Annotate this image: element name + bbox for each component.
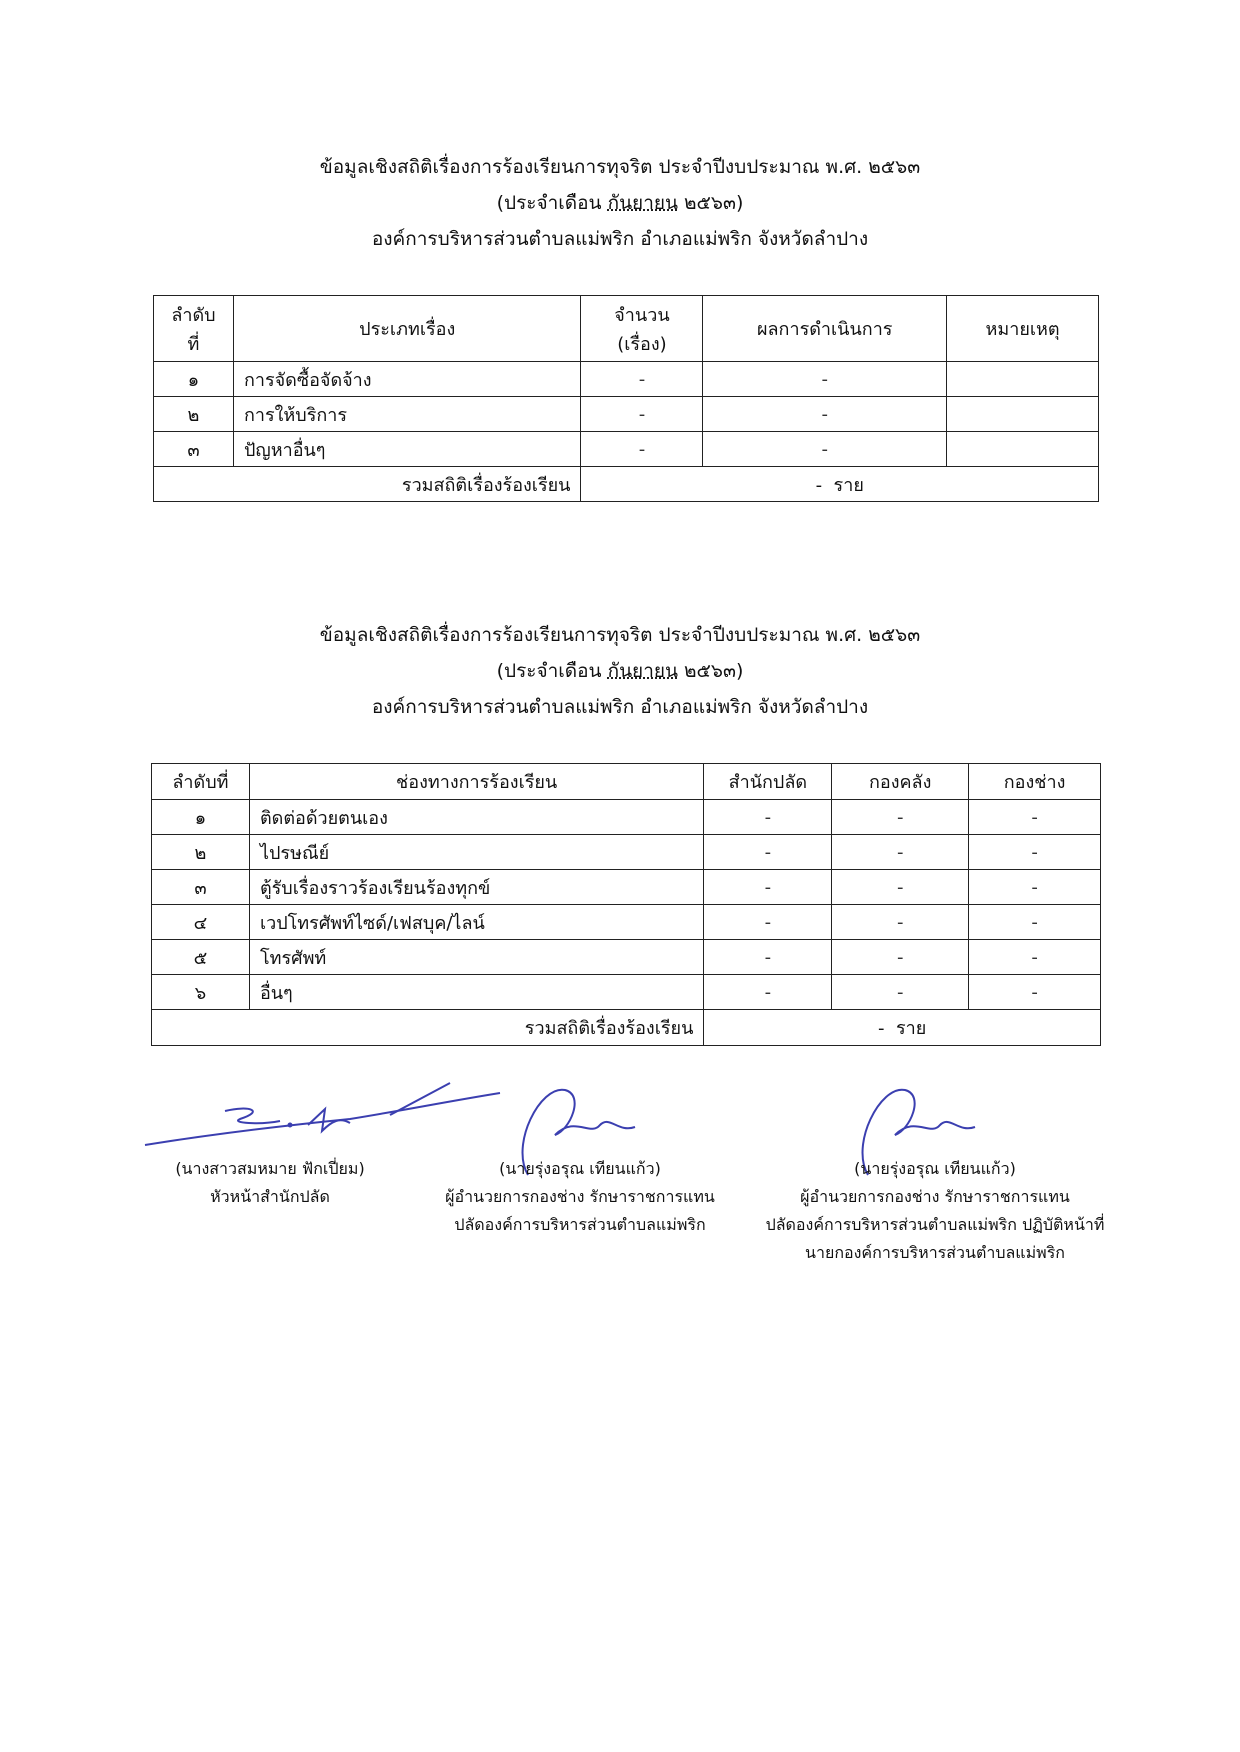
signatory-3-position-2: ปลัดองค์การบริหารส่วนตำบลแม่พริก ปฏิบัติหน้าที่: [765, 1215, 1105, 1234]
report1-header-result: ผลการดำเนินการ: [703, 296, 947, 362]
table-row: ๒ การให้บริการ - -: [154, 397, 1099, 432]
table-row: ๓ ปัญหาอื่นๆ - -: [154, 432, 1099, 467]
report1-organization: องค์การบริหารส่วนตำบลแม่พริก อำเภอแม่พริก จังหวัดลำปาง: [371, 228, 869, 250]
signatory-3-position-3: นายกองค์การบริหารส่วนตำบลแม่พริก: [805, 1243, 1065, 1262]
report2-total-label: รวมสถิติเรื่องร้องเรียน: [152, 1010, 704, 1046]
report1-header-remark: หมายเหตุ: [947, 296, 1099, 362]
report2-header-no: ลำดับที่: [152, 764, 250, 800]
signature-1-image: [140, 1075, 510, 1155]
report1-header-count: จำนวน (เรื่อง): [581, 296, 703, 362]
table-row: ๕ โทรศัพท์ - - -: [152, 940, 1101, 975]
signatory-1-position: หัวหน้าสำนักปลัด: [210, 1187, 330, 1206]
report1-total-row: [154, 467, 1099, 502]
table-row: ๒ ไปรษณีย์ - - -: [152, 835, 1101, 870]
report1-title: ข้อมูลเชิงสถิติเรื่องการร้องเรียนการทุจริต ประจำปีงบประมาณ พ.ศ. ๒๕๖๓: [319, 156, 921, 178]
report2-header-channel: ช่องทางการร้องเรียน: [249, 764, 703, 800]
table-row: ๖ อื่นๆ - - -: [152, 975, 1101, 1010]
report1-month-line: (ประจำเดือน กันยายน ๒๕๖๓): [496, 192, 744, 214]
signatory-3-position: ผู้อำนวยการกองช่าง รักษาราชการแทน: [800, 1187, 1070, 1206]
report1-heading: [0, 152, 1240, 254]
signatory-2-position: ผู้อำนวยการกองช่าง รักษาราชการแทน: [445, 1187, 715, 1206]
table-row: ๑ การจัดซื้อจัดจ้าง - -: [154, 362, 1099, 397]
table-row: ๑ ติดต่อด้วยตนเอง - - -: [152, 800, 1101, 835]
report1-header-type: ประเภทเรื่อง: [233, 296, 581, 362]
signatory-2: [430, 1155, 730, 1239]
report2-month-line: (ประจำเดือน กันยายน ๒๕๖๓): [496, 660, 744, 682]
table-row: ๓ ตู้รับเรื่องราวร้องเรียนร้องทุกข์ - - -: [152, 870, 1101, 905]
report2-total-value: - ราย: [704, 1010, 1101, 1046]
signatory-2-name: (นายรุ่งอรุณ เทียนแก้ว): [499, 1159, 661, 1178]
signatory-1: [130, 1155, 410, 1211]
report2-heading: [0, 620, 1240, 722]
report2-organization: องค์การบริหารส่วนตำบลแม่พริก อำเภอแม่พริก จังหวัดลำปาง: [371, 696, 869, 718]
report2-header-office1: สำนักปลัด: [704, 764, 832, 800]
report2-total-row: [152, 1010, 1101, 1046]
table-row: ๔ เวปโทรศัพท์ไซด์/เฟสบุค/ไลน์ - - -: [152, 905, 1101, 940]
report1-total-label: รวมสถิติเรื่องร้องเรียน: [154, 467, 581, 502]
report1-header-no: ลำดับ ที่: [154, 296, 234, 362]
report1-month: กันยายน: [607, 192, 678, 214]
report2-table: [151, 763, 1101, 1046]
report1-total-value: - ราย: [581, 467, 1099, 502]
signatory-2-position-2: ปลัดองค์การบริหารส่วนตำบลแม่พริก: [454, 1215, 706, 1234]
report1-table: [153, 295, 1099, 502]
report2-header-row: [152, 764, 1101, 800]
signatory-1-name: (นางสาวสมหมาย ฟักเปี่ยม): [175, 1159, 365, 1178]
report2-title: ข้อมูลเชิงสถิติเรื่องการร้องเรียนการทุจริต ประจำปีงบประมาณ พ.ศ. ๒๕๖๓: [319, 624, 921, 646]
signatory-3-name: (นายรุ่งอรุณ เทียนแก้ว): [854, 1159, 1016, 1178]
report2-month: กันยายน: [607, 660, 678, 682]
report2-header-office3: กองช่าง: [969, 764, 1101, 800]
report1-header-row: [154, 296, 1099, 362]
signatory-3: [745, 1155, 1125, 1267]
report2-header-office2: กองคลัง: [832, 764, 969, 800]
